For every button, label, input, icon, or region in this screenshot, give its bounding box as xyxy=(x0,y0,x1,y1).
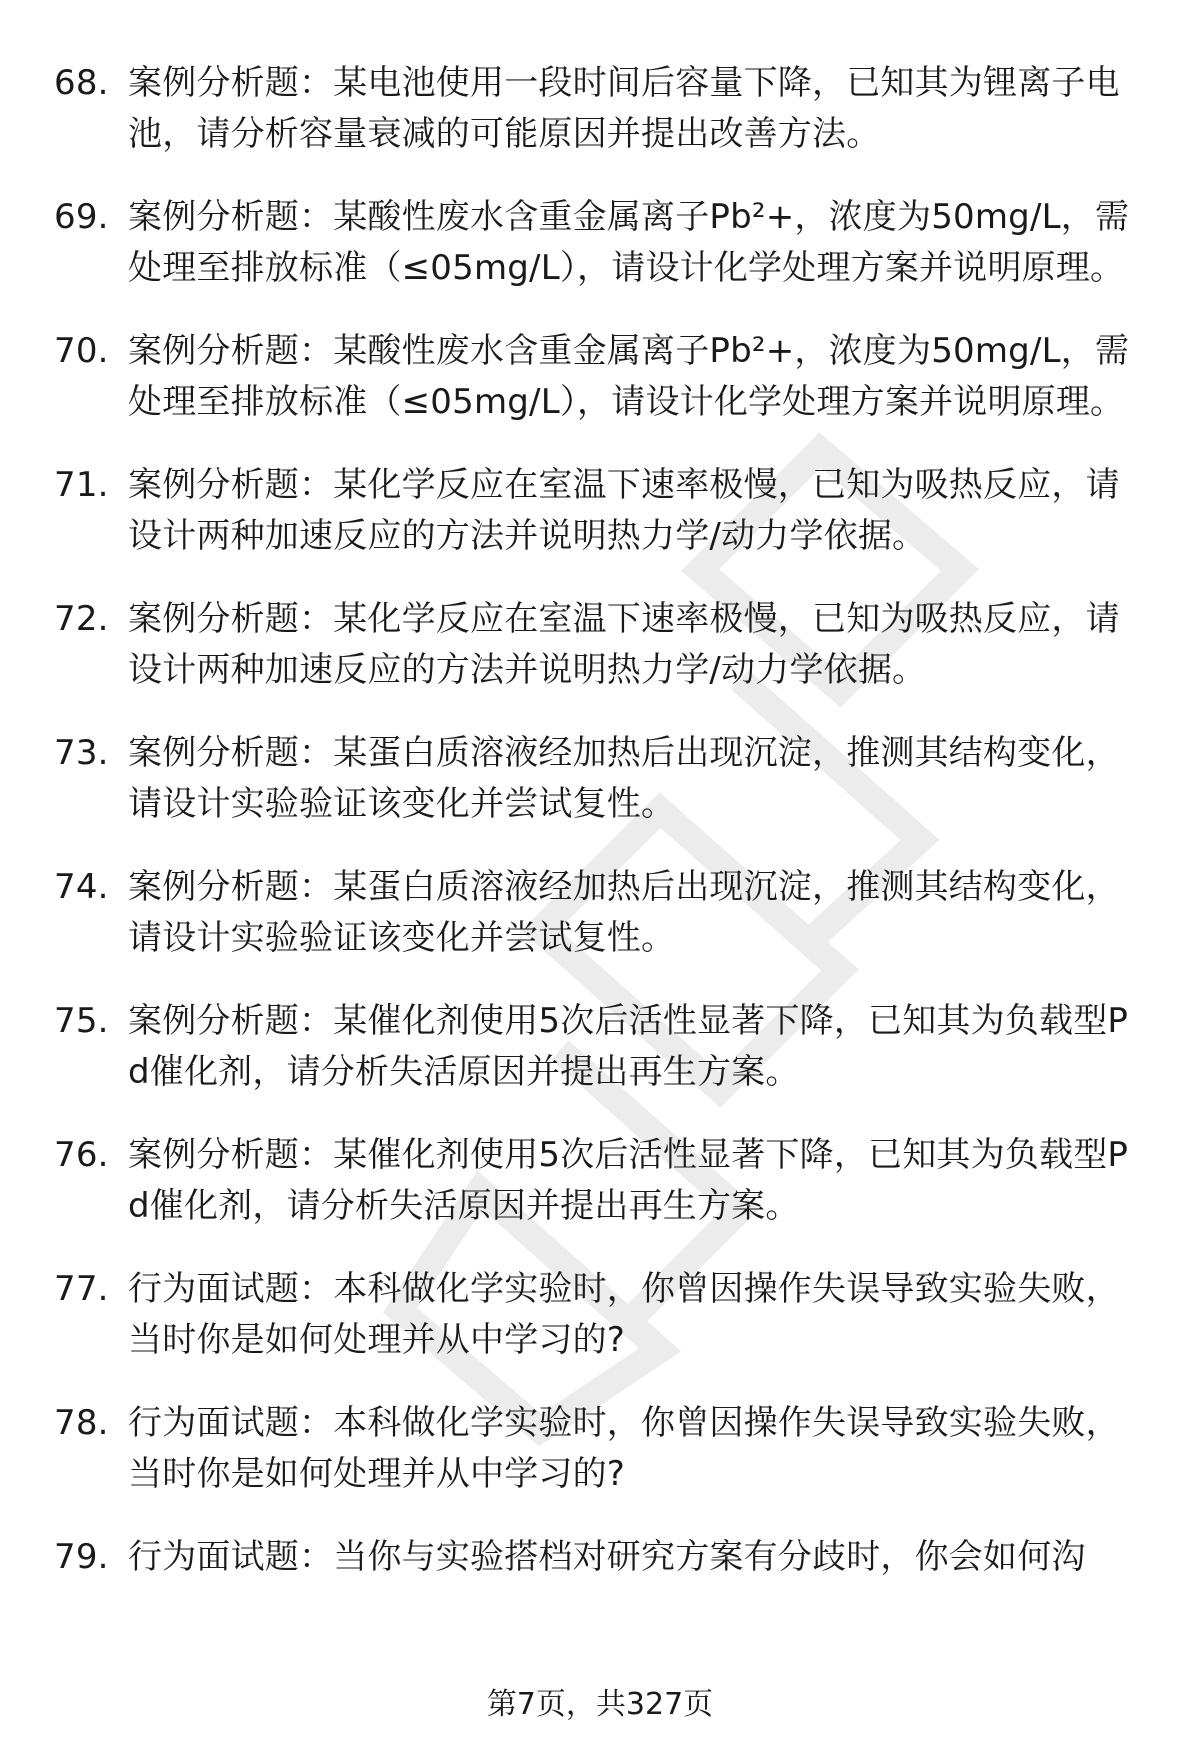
question-text: 案例分析题：某催化剂使用5次后活性显著下降，已知其为负载型Pd催化剂，请分析失活原因并提出再生方案。 xyxy=(128,1001,1129,1092)
question-text: 案例分析题：某催化剂使用5次后活性显著下降，已知其为负载型Pd催化剂，请分析失活原因并提出再生方案。 xyxy=(128,1135,1129,1226)
question-number: 69. xyxy=(54,197,109,237)
question-item xyxy=(0,862,1200,964)
question-text: 行为面试题：本科做化学实验时，你曾因操作失误导致实验失败，当时你是如何处理并从中学习的? xyxy=(128,1403,1120,1494)
page-footer xyxy=(0,1685,1200,1725)
question-number: 77. xyxy=(54,1269,109,1309)
question-number: 68. xyxy=(54,63,109,103)
question-item xyxy=(0,460,1200,562)
question-text: 行为面试题：本科做化学实验时，你曾因操作失误导致实验失败，当时你是如何处理并从中学习的? xyxy=(128,1269,1120,1360)
question-text: 案例分析题：某电池使用一段时间后容量下降，已知其为锂离子电池，请分析容量衰减的可能原因并提出改善方法。 xyxy=(128,63,1120,154)
question-text: 案例分析题：某酸性废水含重金属离子Pb²+，浓度为50mg/L，需处理至排放标准（≤05mg/L），请设计化学处理方案并说明原理。 xyxy=(128,331,1130,422)
question-number: 78. xyxy=(54,1403,109,1443)
question-item xyxy=(0,594,1200,696)
page-number-label: 第7页，共327页 xyxy=(486,1687,714,1722)
question-item xyxy=(0,326,1200,428)
question-number: 73. xyxy=(54,733,109,773)
question-item xyxy=(0,728,1200,830)
question-text: 案例分析题：某化学反应在室温下速率极慢，已知为吸热反应，请设计两种加速反应的方法并说明热力学/动力学依据。 xyxy=(128,599,1120,690)
question-number: 74. xyxy=(54,867,109,907)
question-text: 行为面试题：当你与实验搭档对研究方案有分歧时，你会如何沟 xyxy=(128,1537,1086,1577)
question-number: 72. xyxy=(54,599,109,639)
question-item xyxy=(0,58,1200,160)
question-text: 案例分析题：某蛋白质溶液经加热后出现沉淀，推测其结构变化，请设计实验验证该变化并尝试复性。 xyxy=(128,867,1120,958)
question-text: 案例分析题：某酸性废水含重金属离子Pb²+，浓度为50mg/L，需处理至排放标准（≤05mg/L），请设计化学处理方案并说明原理。 xyxy=(128,197,1130,288)
question-text: 案例分析题：某化学反应在室温下速率极慢，已知为吸热反应，请设计两种加速反应的方法并说明热力学/动力学依据。 xyxy=(128,465,1120,556)
question-number: 71. xyxy=(54,465,109,505)
question-number: 70. xyxy=(54,331,109,371)
question-text: 案例分析题：某蛋白质溶液经加热后出现沉淀，推测其结构变化，请设计实验验证该变化并尝试复性。 xyxy=(128,733,1120,824)
question-item xyxy=(0,996,1200,1098)
question-item xyxy=(0,1532,1200,1583)
question-item xyxy=(0,192,1200,294)
question-item xyxy=(0,1398,1200,1500)
question-item xyxy=(0,1130,1200,1232)
question-number: 76. xyxy=(54,1135,109,1175)
question-number: 75. xyxy=(54,1001,109,1041)
question-number: 79. xyxy=(54,1537,109,1577)
question-list xyxy=(0,58,1200,1615)
question-item xyxy=(0,1264,1200,1366)
